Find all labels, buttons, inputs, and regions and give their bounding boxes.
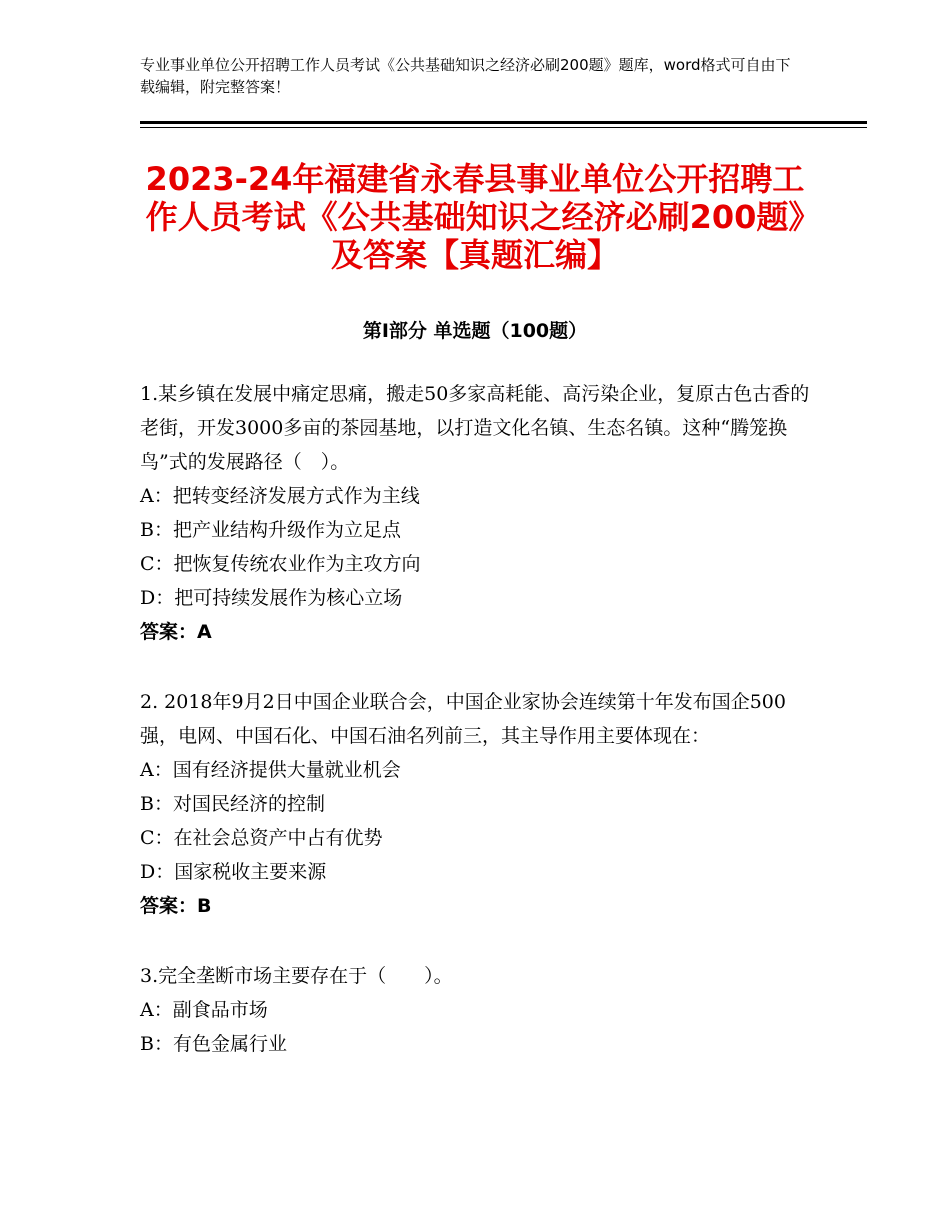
- option-d: D：国家税收主要来源: [140, 861, 327, 883]
- option-b: B：有色金属行业: [140, 1033, 287, 1055]
- option-c: C：把恢复传统农业作为主攻方向: [140, 553, 421, 575]
- option-b: B：对国民经济的控制: [140, 793, 325, 815]
- question-3: [140, 959, 810, 1061]
- option-a: A：国有经济提供大量就业机会: [140, 759, 401, 781]
- answer: 答案：B: [140, 895, 212, 917]
- option-a: A：把转变经济发展方式作为主线: [140, 485, 420, 507]
- header-note: 专业事业单位公开招聘工作人员考试《公共基础知识之经济必刷200题》题库，word格式可自由下载编辑，附完整答案！: [140, 56, 791, 96]
- question-2: [140, 685, 810, 923]
- option-d: D：把可持续发展作为核心立场: [140, 587, 403, 609]
- header-rule-thin: [140, 127, 867, 128]
- question-1: [140, 377, 810, 649]
- question-stem: 2. 2018年9月2日中国企业联合会，中国企业家协会连续第十年发布国企500强，电网、中国石化、中国石油名列前三，其主导作用主要体现在：: [140, 691, 786, 747]
- option-a: A：副食品市场: [140, 999, 268, 1021]
- question-list: [140, 377, 810, 1097]
- document-title: 2023-24年福建省永春县事业单位公开招聘工作人员考试《公共基础知识之经济必刷200题》及答案【真题汇编】: [145, 160, 805, 274]
- question-stem: 1.某乡镇在发展中痛定思痛，搬走50多家高耗能、高污染企业，复原古色古香的老街，开发3000多亩的茶园基地，以打造文化名镇、生态名镇。这种“腾笼换鸟”式的发展路径（ ）。: [140, 383, 810, 473]
- answer: 答案：A: [140, 621, 212, 643]
- section-heading: 第Ⅰ部分 单选题（100题）: [362, 320, 588, 342]
- option-c: C：在社会总资产中占有优势: [140, 827, 383, 849]
- question-stem: 3.完全垄断市场主要存在于（ ）。: [140, 965, 453, 987]
- header-rule-thick: [140, 121, 867, 124]
- option-b: B：把产业结构升级作为立足点: [140, 519, 401, 541]
